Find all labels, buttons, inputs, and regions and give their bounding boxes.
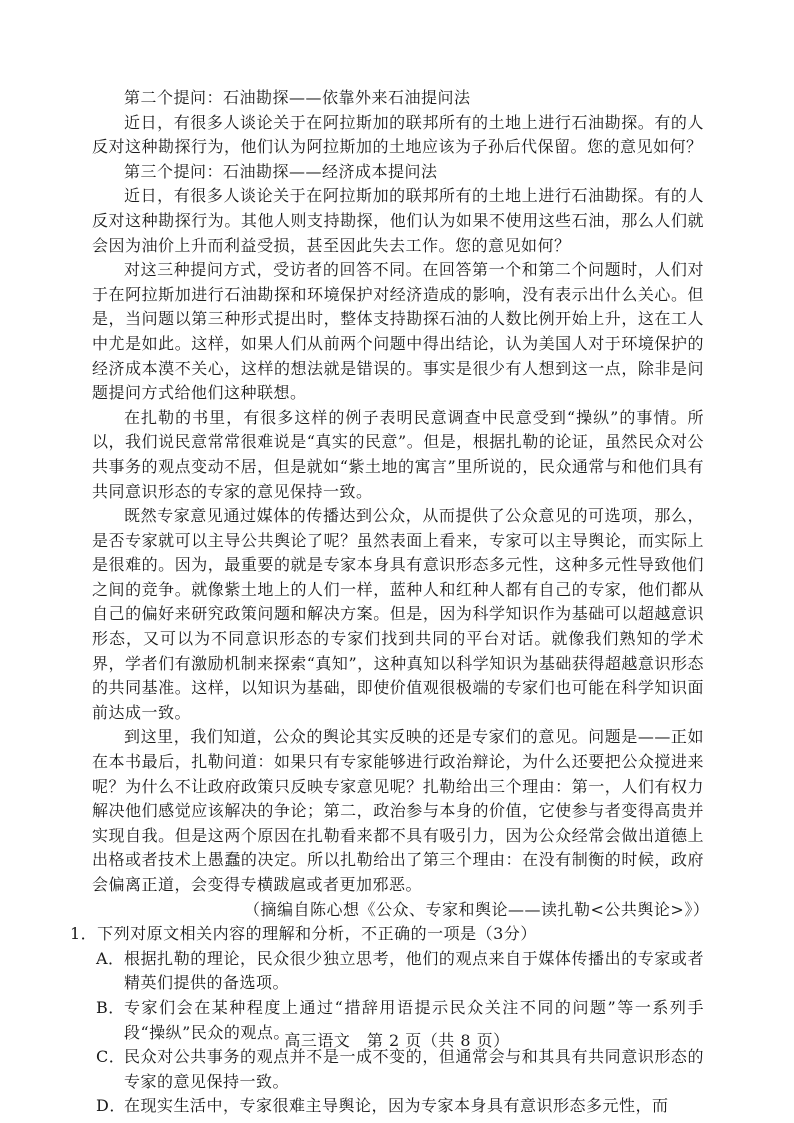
subheading-third-question: 第三个提问：石油勘探——经济成本提问法: [124, 161, 438, 181]
option-text: 专家们会在某种程度上通过“措辞用语提示民众关注不同的问题”等一系列手段“操纵”民众的观点。: [124, 997, 704, 1042]
source-citation: （摘编自陈心想《公众、专家和舆论——读扎勒<公共舆论>》）: [244, 899, 710, 919]
option-letter: B．: [96, 997, 125, 1017]
paragraph: 到这里，我们知道，公众的舆论其实反映的还是专家们的意见。问题是——正如在本书最后，扎勒问道：如果只有专家能够进行政治辩论，为什么还要把公众搅进来呢？为什么不让政府政策只反映专家意见呢？扎勒给出三个理由：第一，人们有权力解决他们感觉应该解决的争论；第二，政治参与本身的价值，它使参与者变得高贵并实现自我。但是这两个原因在扎勒看来都不具有吸引力，因为公众经常会做出道德上出格或者技术上愚蠢的决定。所以扎勒给出了第三个理由：在没有制衡的时候，政府会偏离正道，会变得专横跋扈或者更加邪恶。: [92, 727, 704, 894]
subheading-second-question: 第二个提问：石油勘探——依靠外来石油提问法: [124, 88, 471, 107]
page-footer: 高三语文 第 2 页（共 8 页）: [284, 1031, 510, 1050]
paragraph: 对这三种提问方式，受访者的回答不同。在回答第一个和第二个问题时，人们对于在阿拉斯加进行石油勘探和环境保护对经济造成的影响，没有表示出什么关心。但是，当问题以第三种形式提出时，整体支持勘探石油的人数比例开始上升，这在工人中尤是如此。这样，如果人们从前两个问题中得出结论，认为美国人对于环境保护的经济成本漠不关心，这样的想法就是错误的。事实是很少有人想到这一点，除非是问题提问方式给他们这种联想。: [92, 260, 704, 403]
option-text: 根据扎勒的理论，民众很少独立思考，他们的观点来自于媒体传播出的专家或者精英们提供的备选项。: [124, 948, 704, 993]
question-stem: 1．下列对原文相关内容的理解和分析，不正确的一项是（3分）: [70, 924, 537, 944]
option-letter: A．: [96, 948, 125, 968]
paragraph: 近日，有很多人谈论关于在阿拉斯加的联邦所有的土地上进行石油勘探。有的人反对这种勘探行为，他们认为阿拉斯加的土地应该为子孙后代保留。您的意见如何？: [92, 112, 704, 157]
paragraph: 在扎勒的书里，有很多这样的例子表明民意调查中民意受到“操纵”的事情。所以，我们说民意常常很难说是“真实的民意”。但是，根据扎勒的论证，虽然民众对公共事务的观点变动不居，但是就如“紫土地的寓言”里所说的，民众通常与和他们具有共同意识形态的专家的意见保持一致。: [92, 407, 704, 501]
option-a: [96, 947, 704, 996]
option-text: 民众对公共事务的观点并不是一成不变的，但通常会与和其具有共同意识形态的专家的意见保持一致。: [124, 1047, 704, 1091]
option-letter: D．: [96, 1096, 126, 1116]
option-d: [96, 1094, 704, 1119]
option-letter: C．: [96, 1047, 126, 1067]
paragraph: 近日，有很多人谈论关于在阿拉斯加的联邦所有的土地上进行石油勘探。有的人反对这种勘探行为。其他人则支持勘探，他们认为如果不使用这些石油，那么人们就会因为油价上升而利益受损，甚至因此失去工作。您的意见如何？: [92, 186, 704, 255]
option-text: 在现实生活中，专家很难主导舆论，因为专家本身具有意识形态多元性，而: [124, 1096, 669, 1116]
paragraph: 既然专家意见通过媒体的传播达到公众，从而提供了公众意见的可选项，那么，是否专家就可以主导公共舆论了呢？虽然表面上看来，专家可以主导舆论，而实际上是很难的。因为，最重要的就是专家本身具有意识形态多元性，这种多元性导致他们之间的竞争。就像紫土地上的人们一样，蓝种人和红种人都有自己的专家，他们都从自己的偏好来研究政策问题和解决方案。但是，因为科学知识作为基础可以超越意识形态，又可以为不同意识形态的专家们找到共同的平台对话。就像我们熟知的学术界，学者们有激励机制来探索“真知”，这种真知以科学知识为基础获得超越意识形态的共同基准。这样，以知识为基础，即使价值观很极端的专家们也可能在科学知识面前达成一致。: [92, 506, 704, 722]
option-c: [96, 1045, 704, 1094]
